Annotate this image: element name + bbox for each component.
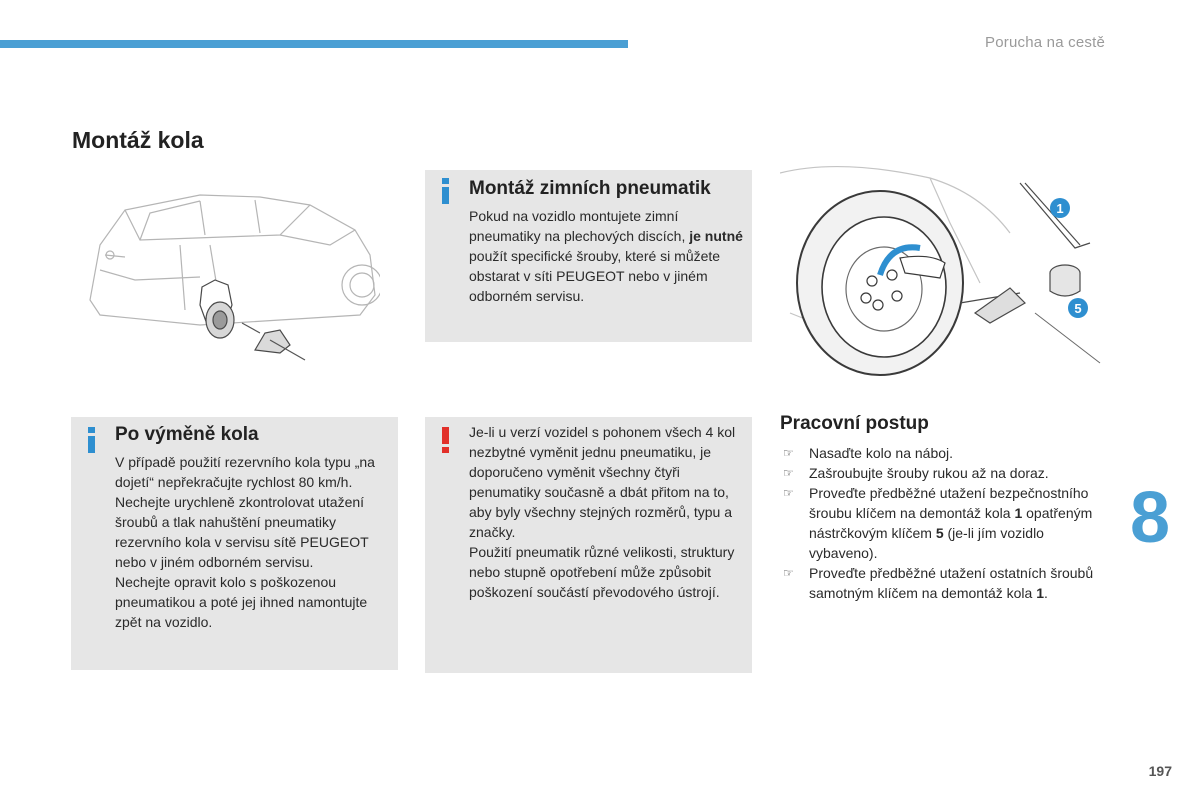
procedure-step: ☞ Proveďte předběžné utažení bezpečnostního šroubu klíčem na demontáž kola 1 opatřeným nástrčkovým klíčem 5 (je-li jím vozidlo vybaveno). bbox=[783, 485, 1093, 561]
pointing-hand-icon: ☞ bbox=[783, 566, 794, 580]
pointing-hand-icon: ☞ bbox=[783, 486, 794, 500]
callout-5-label: 5 bbox=[1074, 301, 1082, 316]
info-icon bbox=[88, 427, 96, 453]
chapter-number: 8 bbox=[1130, 478, 1171, 558]
page-title: Montáž kola bbox=[72, 127, 204, 153]
warning-text: Je-li u verzí vozidel s pohonem všech 4 kol nezbytné vyměnit jednu pneumatiku, je doporučeno vyměnit všechny čtyři penumatiky současně a dbát přitom na to, aby byly všechny stejných rozměrů, typu a značky. Použití pneumatik různé velikosti, struktury nebo stupně opotřebení může způsobit poškození součástí převodového ústrojí. bbox=[469, 424, 736, 600]
procedure-step: ☞ Zašroubujte šrouby rukou až na doraz. bbox=[783, 465, 1049, 481]
after-change-box bbox=[71, 417, 398, 670]
pointing-hand-icon: ☞ bbox=[783, 466, 794, 480]
warning-icon bbox=[442, 427, 450, 453]
procedure-title: Pracovní postup bbox=[780, 413, 929, 434]
wheel-mounting-illustration bbox=[780, 163, 1120, 383]
car-jack-illustration bbox=[80, 185, 380, 365]
page-number: 197 bbox=[1148, 763, 1172, 779]
section-header: Porucha na cestě bbox=[985, 34, 1105, 51]
winter-tyres-text: Pokud na vozidlo montujete zimní pneumatiky na plechových discích, je nutné použít specifické šrouby, které si můžete obstarat v síti PEUGEOT nebo v jiném odborném servisu. bbox=[469, 208, 743, 304]
after-change-title: Po výměně kola bbox=[115, 424, 259, 445]
header-accent-bar bbox=[0, 40, 628, 48]
info-icon bbox=[442, 178, 450, 204]
winter-tyres-title: Montáž zimních pneumatik bbox=[469, 178, 711, 199]
procedure-step: ☞ Nasaďte kolo na náboj. bbox=[783, 445, 954, 461]
procedure-steps bbox=[780, 443, 1110, 603]
pointing-hand-icon: ☞ bbox=[783, 446, 794, 460]
procedure-step: ☞ Proveďte předběžné utažení ostatních šroubů samotným klíčem na demontáž kola 1. bbox=[783, 565, 1094, 601]
winter-tyres-box bbox=[425, 170, 752, 342]
warning-box bbox=[425, 417, 752, 673]
after-change-text: V případě použití rezervního kola typu „na dojetí“ nepřekračujte rychlost 80 km/h. Nechejte urychleně zkontrolovat utažení šroubů a tlak nahuštění pneumatiky rezervního kola v servisu sítě PEUGEOT nebo v jiném odborném servisu. Nechejte opravit kolo s poškozenou pneumatikou a poté jej ihned namontujte zpět na vozidlo. bbox=[115, 454, 375, 630]
callout-1-label: 1 bbox=[1056, 201, 1064, 216]
